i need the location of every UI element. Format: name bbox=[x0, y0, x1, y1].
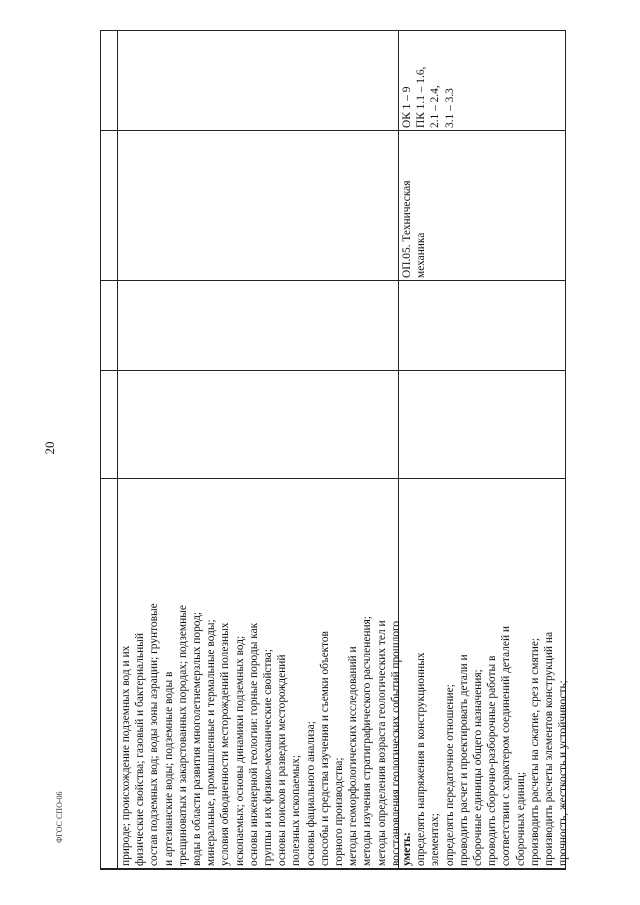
discipline-cell: ОП.05. Техническая механика bbox=[401, 180, 428, 278]
knowledge-cell: природе; происхождение подземных вод и их физические свойства; газовый и бактериальный состав подземных вод; воды зоны аэрации; грунтовые и артезианские воды; подземные воды в трещиноватых и закарстованных породах; подземные воды в области развития многолетнемерзлых пород; минеральные, промышленные и термальные воды; условия обводненности месторождений полезных ископаемых; основы динамики подземных вод; основы инженерной геологии: горные породы как группы и их физико-механические свойства; основы поисков и разведки месторождений полезных ископаемых; основы фациального анализа; способы и средства изучения и съемки объектов горного производства; методы геоморфологических исследований и методы изучения стратиграфического расчленения; методы определения возраста геологических тел и восстановления геологических событий прошлого bbox=[120, 603, 402, 866]
footer-code: ФГОС СПО-06 bbox=[55, 791, 64, 843]
curriculum-table bbox=[100, 30, 570, 870]
rotated-page-content bbox=[100, 30, 570, 870]
col-divider bbox=[101, 130, 565, 131]
col-divider bbox=[101, 868, 565, 869]
row-divider bbox=[117, 31, 118, 869]
col-divider bbox=[101, 478, 565, 479]
col-divider bbox=[101, 280, 565, 281]
competences-cell: ОК 1 – 9 ПК 1.1 – 1.6, 2.1 – 2.4, 3.1 – 3.3 bbox=[401, 66, 456, 128]
skills-cell: уметь: определять напряжения в конструкционных элементах; определять передаточное отношение; проводить расчет и проектировать детали и сборочные единицы общего назначения; проводить сборочно-разборочные работы в соответствии с характером соединений деталей и сборочных единиц; производить расчеты на сжатие, срез и смятие; производить расчеты элементов конструкций на прочность, жесткость и устойчивость; bbox=[401, 626, 570, 866]
page-number: 20 bbox=[42, 441, 57, 455]
col-divider bbox=[101, 370, 565, 371]
